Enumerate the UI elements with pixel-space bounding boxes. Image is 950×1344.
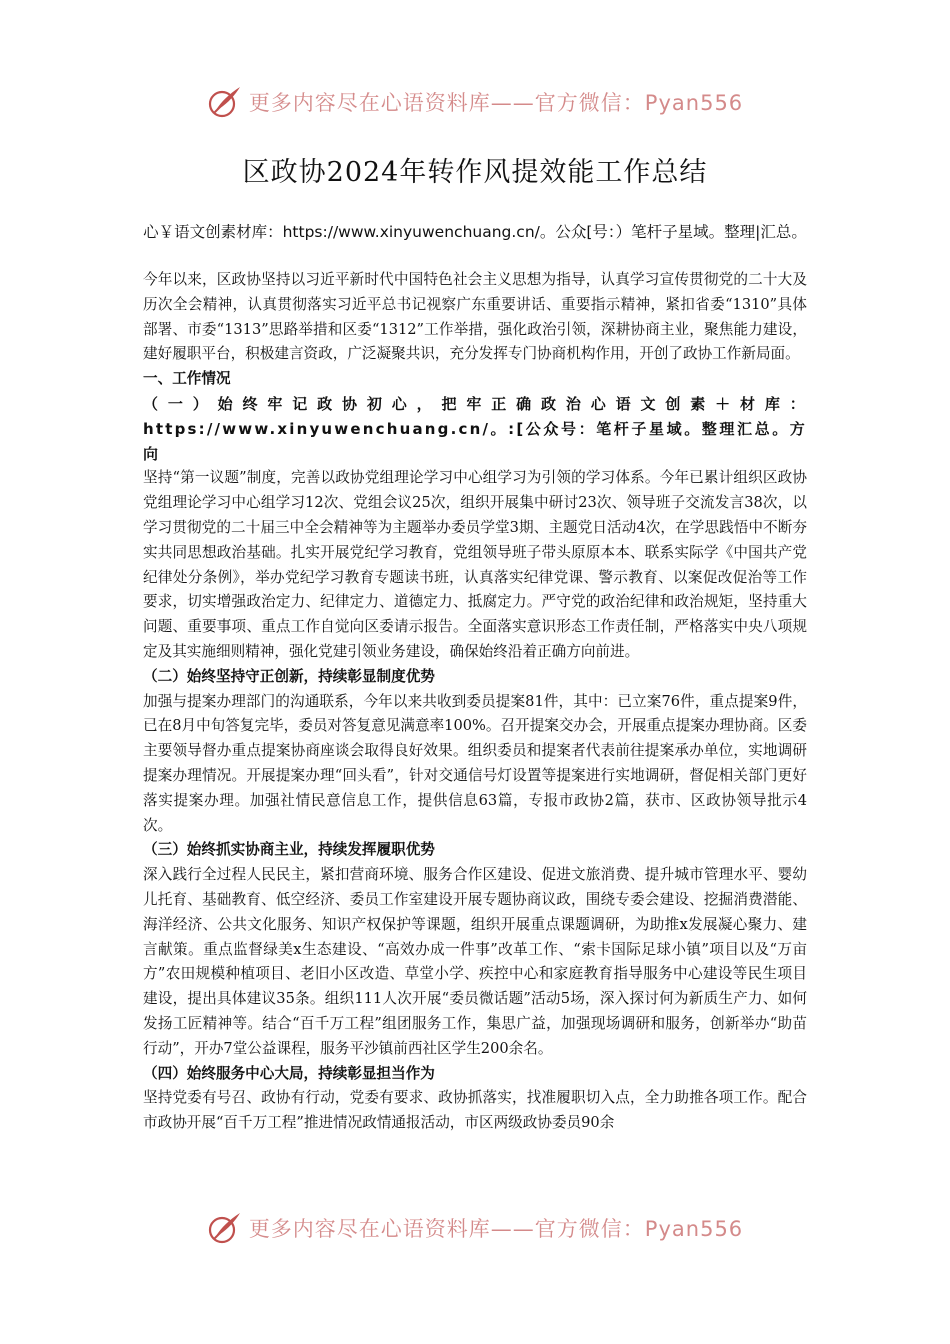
quill-pen-logo-icon xyxy=(207,1210,243,1246)
footer-banner xyxy=(0,1206,950,1250)
document-title: 区政协2024年转作风提效能工作总结 xyxy=(242,157,708,188)
quill-pen-logo-icon xyxy=(207,84,243,120)
document-body xyxy=(143,268,807,1136)
paragraph-2: 加强与提案办理部门的沟通联系，今年以来共收到委员提案81件，其中：已立案76件，重点提案9件，已在8月中旬答复完毕，委员对答复意见满意率100%。召开提案交办会，开展重点提案办理协商。区委主要领导督办重点提案协商座谈会取得良好效果。组织委员和提案者代表前往提案承办单位，实地调研提案办理情况。开展提案办理“回头看”，针对交通信号灯设置等提案进行实地调研，督促相关部门更好落实提案办理。加强社情民意信息工作，提供信息63篇，专报市政协2篇，获市、区政协领导批示4次。 xyxy=(143,692,807,834)
source-note: 心￥语文创素材库：https://www.xinyuwenchuang.cn/。公众[号：）笔杆子星域。整理|汇总。 xyxy=(143,223,807,241)
subheading-3: （三）始终抓实协商主业，持续发挥履职优势 xyxy=(143,841,435,859)
paragraph-1: 坚持“第一议题”制度，完善以政协党组理论学习中心组学习为引领的学习体系。今年已累计组织区政协党组理论学习中心组学习12次、党组会议25次，组织开展集中研讨23次、领导班子交流发言38次，以学习贯彻党的二十届三中全会精神等为主题举办委员学堂3期、主题党日活动4次，在学思践悟中不断夯实共同思想政治基础。扎实开展党纪学习教育，党组领导班子带头原原本本、联系实际学《中国共产党纪律处分条例》，举办党纪学习教育专题读书班，认真落实纪律党课、警示教育、以案促改促治等工作要求，切实增强政治定力、纪律定力、道德定力、抵腐定力。严守党的政治纪律和政治规矩，坚持重大问题、重要事项、重点工作自觉向区委请示报告。全面落实意识形态工作责任制，严格落实中央八项规定及其实施细则精神，强化党建引领业务建设，确保始终沿着正确方向前进。 xyxy=(143,469,807,660)
subheading-2: （二）始终坚持守正创新，持续彰显制度优势 xyxy=(143,667,435,685)
header-banner xyxy=(0,80,950,124)
paragraph-3: 深入践行全过程人民民主，紧扣营商环境、服务合作区建设、促进文旅消费、提升城市管理水平、婴幼儿托育、基础教育、低空经济、委员工作室建设开展专题协商议政，围绕专委会建设、挖掘消费潜能、海洋经济、公共文化服务、知识产权保护等课题，组织开展重点课题调研，为助推x发展凝心聚力、建言献策。重点监督绿美x生态建设、“高效办成一件事”改革工作、“索卡国际足球小镇”项目以及“万亩方”农田规模种植项目、老旧小区改造、草堂小学、疾控中心和家庭教育指导服务中心建设等民生项目建设，提出具体建议35条。组织111人次开展“委员微话题”活动5场，深入探讨何为新质生产力、如何发扬工匠精神等。结合“百千万工程”组团服务工作，集思广益，加强现场调研和服务，创新举办“助苗行动”，开办7堂公益课程，服务平沙镇前西社区学生200余名。 xyxy=(143,866,807,1057)
section-heading-work-situation: 一、工作情况 xyxy=(143,370,231,388)
subheading-1: （一）始终牢记政协初心，把牢正确政治心语文创素＋材库：https://www.xinyuwenchuang.cn/。:[公众号：笔杆子星域。整理汇总。方向 xyxy=(143,394,807,463)
subheading-4: （四）始终服务中心大局，持续彰显担当作为 xyxy=(143,1064,435,1082)
intro-paragraph: 今年以来，区政协坚持以习近平新时代中国特色社会主义思想为指导，认真学习宣传贯彻党的二十大及历次全会精神，认真贯彻落实习近平总书记视察广东重要讲话、重要指示精神，紧扣省委“1310”具体部署、市委“1313”思路举措和区委“1312”工作举措，强化政治引领，深耕协商主业，聚焦能力建设，建好履职平台，积极建言资政，广泛凝聚共识，充分发挥专门协商机构作用，开创了政协工作新局面。 xyxy=(143,271,807,363)
banner-text: 更多内容尽在心语资料库——官方微信：Pyan556 xyxy=(248,1217,744,1241)
paragraph-4: 坚持党委有号召、政协有行动，党委有要求、政协抓落实，找准履职切入点，全力助推各项工作。配合市政协开展“百千万工程”推进情况政情通报活动，市区两级政协委员90余 xyxy=(143,1089,807,1132)
banner-text: 更多内容尽在心语资料库——官方微信：Pyan556 xyxy=(248,91,744,115)
